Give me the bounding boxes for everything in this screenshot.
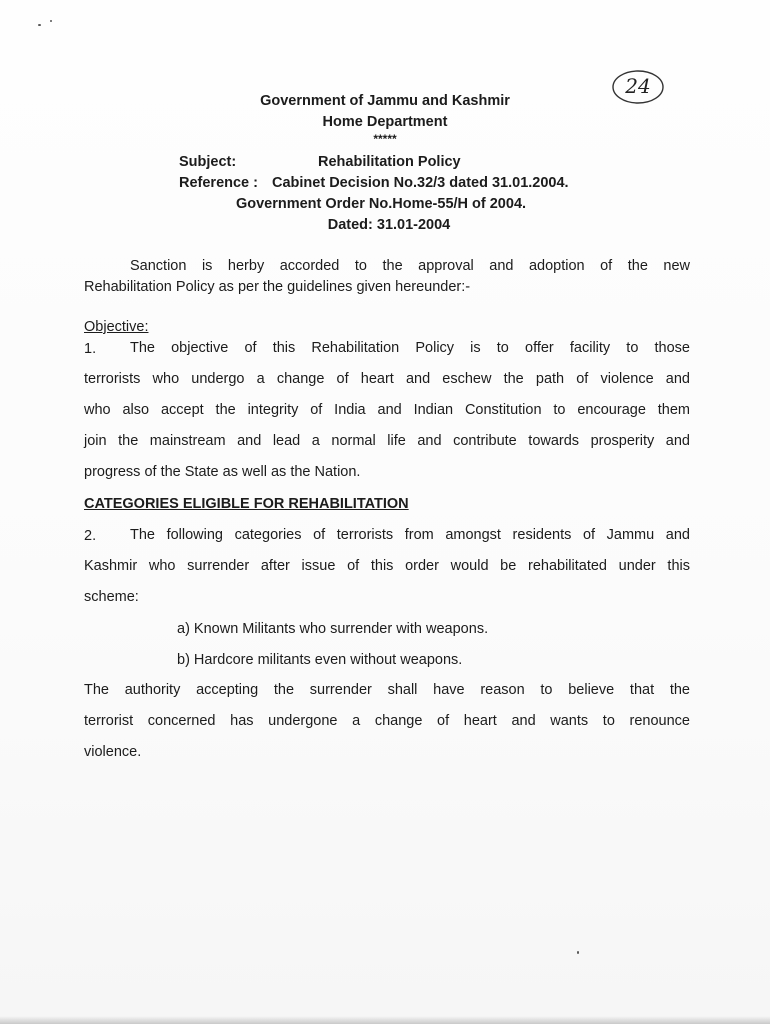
dated-line: Dated: 31.01-2004 (327, 217, 451, 233)
categories-paragraph (84, 520, 690, 613)
subject-value: Rehabilitation Policy (318, 154, 461, 170)
scan-speck (38, 24, 41, 26)
separator-stars: ***** (373, 132, 397, 146)
objective-heading: Objective: (84, 319, 149, 335)
intro-line: Sanction is herby accorded to the approval and adoption of the new (130, 258, 690, 274)
government-order: Government Order No.Home-55/H of 2004. (235, 196, 527, 212)
objective-paragraph (84, 333, 690, 488)
category-item: a) Known Militants who surrender with weapons. (177, 621, 489, 637)
intro-paragraph (84, 256, 690, 298)
objective-line: join the mainstream and lead a normal life and contribute towards prosperity and (84, 433, 690, 449)
categories-line: The following categories of terrorists from amongst residents of Jammu and (130, 527, 690, 543)
reference-label: Reference : (179, 175, 258, 191)
scan-speck (577, 951, 579, 954)
objective-line: terrorists who undergo a change of heart and eschew the path of violence and (84, 371, 690, 387)
closing-line: violence. (84, 744, 142, 760)
subject-label: Subject: (179, 154, 237, 170)
objective-line: progress of the State as well as the Nation. (84, 464, 361, 480)
closing-line: terrorist concerned has undergone a change of heart and wants to renounce (84, 713, 690, 729)
categories-line: scheme: (84, 589, 139, 605)
categories-heading: CATEGORIES ELIGIBLE FOR REHABILITATION (84, 496, 409, 512)
government-heading: Government of Jammu and Kashmir (260, 93, 510, 109)
objective-line: The objective of this Rehabilitation Policy is to offer facility to those (130, 340, 690, 356)
scan-edge-shadow (0, 1016, 770, 1024)
categories-number: 2. (84, 528, 97, 544)
closing-paragraph (84, 675, 690, 768)
closing-line: The authority accepting the surrender shall have reason to believe that the (84, 682, 690, 698)
stamp-number: 24 (625, 74, 651, 98)
intro-line: Rehabilitation Policy as per the guidelines given hereunder:- (84, 279, 471, 295)
reference-value: Cabinet Decision No.32/3 dated 31.01.2004. (272, 175, 569, 191)
categories-line: Kashmir who surrender after issue of this order would be rehabilitated under this (84, 558, 690, 574)
department-heading: Home Department (322, 114, 448, 130)
objective-number: 1. (84, 341, 97, 357)
scan-speck (50, 20, 52, 22)
objective-line: who also accept the integrity of India and Indian Constitution to encourage them (84, 402, 690, 418)
category-item: b) Hardcore militants even without weapons. (177, 652, 463, 668)
